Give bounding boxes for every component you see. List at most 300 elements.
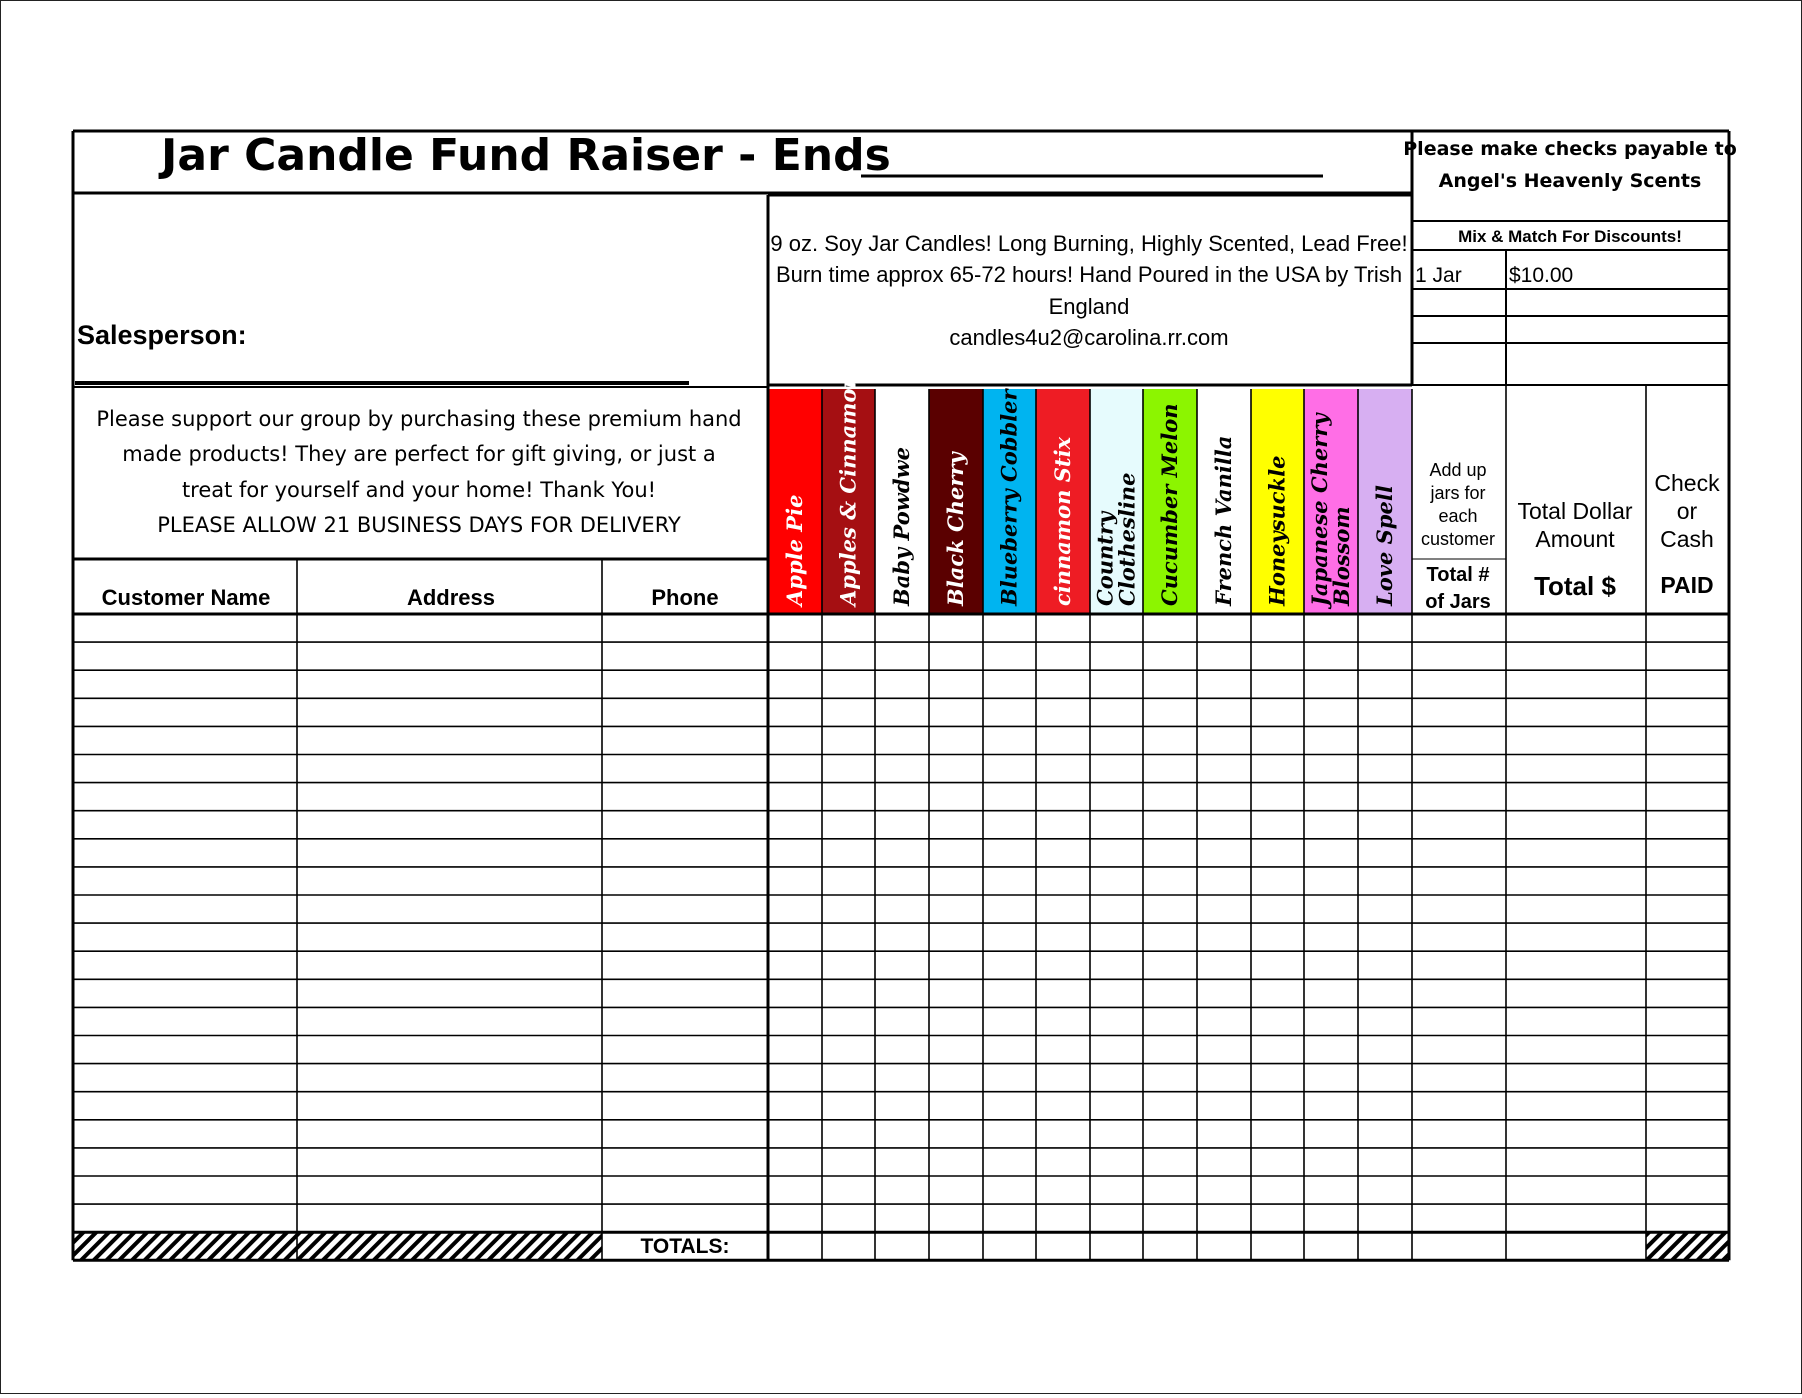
order-entry-cell[interactable] bbox=[297, 1204, 602, 1232]
order-entry-cell[interactable] bbox=[983, 895, 1036, 923]
order-entry-cell[interactable] bbox=[1090, 670, 1143, 698]
order-entry-cell[interactable] bbox=[1506, 923, 1646, 951]
order-entry-cell[interactable] bbox=[983, 839, 1036, 867]
order-entry-cell[interactable] bbox=[1412, 698, 1506, 726]
order-entry-cell[interactable] bbox=[929, 1064, 983, 1092]
order-entry-cell[interactable] bbox=[875, 1176, 929, 1204]
order-entry-cell[interactable] bbox=[1304, 698, 1358, 726]
order-entry-cell[interactable] bbox=[875, 614, 929, 642]
order-entry-cell[interactable] bbox=[1251, 670, 1304, 698]
order-entry-cell[interactable] bbox=[1036, 1036, 1090, 1064]
order-entry-cell[interactable] bbox=[768, 1204, 822, 1232]
order-entry-cell[interactable] bbox=[73, 1148, 297, 1176]
order-entry-cell[interactable] bbox=[875, 839, 929, 867]
order-entry-cell[interactable] bbox=[1090, 923, 1143, 951]
order-entry-cell[interactable] bbox=[768, 1092, 822, 1120]
order-entry-cell[interactable] bbox=[1090, 1204, 1143, 1232]
order-entry-cell[interactable] bbox=[1090, 1064, 1143, 1092]
order-entry-cell[interactable] bbox=[1143, 839, 1197, 867]
order-entry-cell[interactable] bbox=[929, 726, 983, 754]
order-entry-cell[interactable] bbox=[929, 979, 983, 1007]
order-entry-cell[interactable] bbox=[297, 755, 602, 783]
order-entry-cell[interactable] bbox=[1412, 1204, 1506, 1232]
order-entry-cell[interactable] bbox=[297, 614, 602, 642]
order-entry-cell[interactable] bbox=[822, 1148, 875, 1176]
totals-cell[interactable] bbox=[929, 1232, 983, 1260]
order-entry-cell[interactable] bbox=[929, 1092, 983, 1120]
order-entry-cell[interactable] bbox=[297, 783, 602, 811]
order-entry-cell[interactable] bbox=[768, 979, 822, 1007]
order-entry-cell[interactable] bbox=[875, 1120, 929, 1148]
order-entry-cell[interactable] bbox=[602, 923, 768, 951]
order-entry-cell[interactable] bbox=[1646, 783, 1729, 811]
order-entry-cell[interactable] bbox=[1304, 726, 1358, 754]
order-entry-cell[interactable] bbox=[1412, 1148, 1506, 1176]
order-entry-cell[interactable] bbox=[768, 642, 822, 670]
order-entry-cell[interactable] bbox=[1412, 895, 1506, 923]
order-entry-cell[interactable] bbox=[822, 1036, 875, 1064]
order-entry-cell[interactable] bbox=[983, 698, 1036, 726]
order-entry-cell[interactable] bbox=[822, 811, 875, 839]
order-entry-cell[interactable] bbox=[875, 1148, 929, 1176]
order-entry-cell[interactable] bbox=[1304, 811, 1358, 839]
order-entry-cell[interactable] bbox=[983, 670, 1036, 698]
order-entry-cell[interactable] bbox=[875, 783, 929, 811]
order-entry-cell[interactable] bbox=[1506, 895, 1646, 923]
order-entry-cell[interactable] bbox=[297, 923, 602, 951]
order-entry-cell[interactable] bbox=[983, 951, 1036, 979]
order-entry-cell[interactable] bbox=[73, 1092, 297, 1120]
order-entry-cell[interactable] bbox=[983, 642, 1036, 670]
order-entry-cell[interactable] bbox=[1197, 755, 1251, 783]
order-entry-cell[interactable] bbox=[1646, 670, 1729, 698]
order-entry-cell[interactable] bbox=[1197, 1064, 1251, 1092]
order-entry-cell[interactable] bbox=[1197, 895, 1251, 923]
order-entry-cell[interactable] bbox=[1304, 642, 1358, 670]
order-entry-cell[interactable] bbox=[1506, 1204, 1646, 1232]
order-entry-cell[interactable] bbox=[1090, 1148, 1143, 1176]
order-entry-cell[interactable] bbox=[1358, 614, 1412, 642]
order-entry-cell[interactable] bbox=[1412, 951, 1506, 979]
order-entry-cell[interactable] bbox=[1036, 670, 1090, 698]
order-entry-cell[interactable] bbox=[768, 1064, 822, 1092]
order-entry-cell[interactable] bbox=[822, 923, 875, 951]
totals-cell[interactable] bbox=[1358, 1232, 1412, 1260]
order-entry-cell[interactable] bbox=[1506, 783, 1646, 811]
order-entry-cell[interactable] bbox=[1036, 951, 1090, 979]
order-entry-cell[interactable] bbox=[1197, 839, 1251, 867]
order-entry-cell[interactable] bbox=[1304, 1036, 1358, 1064]
order-entry-cell[interactable] bbox=[983, 755, 1036, 783]
order-entry-cell[interactable] bbox=[1143, 755, 1197, 783]
order-entry-cell[interactable] bbox=[1358, 642, 1412, 670]
order-entry-cell[interactable] bbox=[768, 698, 822, 726]
order-entry-cell[interactable] bbox=[1197, 1120, 1251, 1148]
order-entry-cell[interactable] bbox=[1090, 1007, 1143, 1035]
order-entry-cell[interactable] bbox=[1358, 783, 1412, 811]
order-entry-cell[interactable] bbox=[1036, 1120, 1090, 1148]
order-entry-cell[interactable] bbox=[602, 783, 768, 811]
order-entry-cell[interactable] bbox=[1304, 1064, 1358, 1092]
order-entry-cell[interactable] bbox=[1304, 1092, 1358, 1120]
order-entry-cell[interactable] bbox=[297, 839, 602, 867]
order-entry-cell[interactable] bbox=[1251, 783, 1304, 811]
order-entry-cell[interactable] bbox=[1251, 614, 1304, 642]
order-entry-cell[interactable] bbox=[1412, 1007, 1506, 1035]
order-entry-cell[interactable] bbox=[1358, 670, 1412, 698]
order-entry-cell[interactable] bbox=[1506, 1092, 1646, 1120]
order-entry-cell[interactable] bbox=[1646, 614, 1729, 642]
order-entry-cell[interactable] bbox=[602, 1007, 768, 1035]
totals-cell[interactable] bbox=[1506, 1232, 1646, 1260]
order-entry-cell[interactable] bbox=[822, 614, 875, 642]
order-entry-cell[interactable] bbox=[1036, 867, 1090, 895]
order-entry-cell[interactable] bbox=[1197, 923, 1251, 951]
order-entry-cell[interactable] bbox=[1251, 1092, 1304, 1120]
order-entry-cell[interactable] bbox=[822, 670, 875, 698]
order-entry-cell[interactable] bbox=[1197, 783, 1251, 811]
order-entry-cell[interactable] bbox=[1506, 670, 1646, 698]
order-entry-cell[interactable] bbox=[73, 811, 297, 839]
order-entry-cell[interactable] bbox=[73, 979, 297, 1007]
order-entry-cell[interactable] bbox=[983, 1204, 1036, 1232]
order-entry-cell[interactable] bbox=[1506, 811, 1646, 839]
order-entry-cell[interactable] bbox=[602, 1176, 768, 1204]
order-entry-cell[interactable] bbox=[1090, 811, 1143, 839]
order-entry-cell[interactable] bbox=[929, 951, 983, 979]
order-entry-cell[interactable] bbox=[1251, 1064, 1304, 1092]
order-entry-cell[interactable] bbox=[297, 811, 602, 839]
order-entry-cell[interactable] bbox=[929, 867, 983, 895]
order-entry-cell[interactable] bbox=[875, 1007, 929, 1035]
order-entry-cell[interactable] bbox=[1036, 923, 1090, 951]
order-entry-cell[interactable] bbox=[1412, 1176, 1506, 1204]
order-entry-cell[interactable] bbox=[1143, 1092, 1197, 1120]
order-entry-cell[interactable] bbox=[73, 895, 297, 923]
order-entry-cell[interactable] bbox=[602, 755, 768, 783]
order-entry-cell[interactable] bbox=[1090, 867, 1143, 895]
order-entry-cells[interactable] bbox=[73, 614, 1729, 1260]
order-entry-cell[interactable] bbox=[1143, 923, 1197, 951]
order-entry-cell[interactable] bbox=[1197, 951, 1251, 979]
order-entry-cell[interactable] bbox=[297, 951, 602, 979]
order-entry-cell[interactable] bbox=[1358, 726, 1412, 754]
order-entry-cell[interactable] bbox=[1197, 867, 1251, 895]
order-entry-cell[interactable] bbox=[73, 1036, 297, 1064]
order-entry-cell[interactable] bbox=[875, 951, 929, 979]
order-entry-cell[interactable] bbox=[983, 1148, 1036, 1176]
order-entry-cell[interactable] bbox=[983, 811, 1036, 839]
order-entry-cell[interactable] bbox=[1506, 867, 1646, 895]
order-entry-cell[interactable] bbox=[73, 698, 297, 726]
order-entry-cell[interactable] bbox=[822, 951, 875, 979]
order-entry-cell[interactable] bbox=[768, 1176, 822, 1204]
order-entry-cell[interactable] bbox=[1251, 1148, 1304, 1176]
order-entry-cell[interactable] bbox=[1143, 1176, 1197, 1204]
order-entry-cell[interactable] bbox=[768, 614, 822, 642]
totals-cell[interactable] bbox=[768, 1232, 822, 1260]
order-entry-cell[interactable] bbox=[1036, 1148, 1090, 1176]
order-entry-cell[interactable] bbox=[1036, 811, 1090, 839]
order-entry-cell[interactable] bbox=[929, 614, 983, 642]
order-entry-cell[interactable] bbox=[1143, 1064, 1197, 1092]
order-entry-cell[interactable] bbox=[1036, 839, 1090, 867]
order-entry-cell[interactable] bbox=[1251, 1176, 1304, 1204]
order-entry-cell[interactable] bbox=[602, 811, 768, 839]
order-entry-cell[interactable] bbox=[983, 1036, 1036, 1064]
order-entry-cell[interactable] bbox=[822, 979, 875, 1007]
totals-cell[interactable] bbox=[983, 1232, 1036, 1260]
order-entry-cell[interactable] bbox=[929, 811, 983, 839]
order-entry-cell[interactable] bbox=[1358, 1036, 1412, 1064]
order-entry-cell[interactable] bbox=[983, 726, 1036, 754]
order-entry-cell[interactable] bbox=[929, 1148, 983, 1176]
order-entry-cell[interactable] bbox=[875, 811, 929, 839]
order-entry-cell[interactable] bbox=[1197, 698, 1251, 726]
order-entry-cell[interactable] bbox=[768, 1007, 822, 1035]
order-entry-cell[interactable] bbox=[1143, 642, 1197, 670]
order-entry-cell[interactable] bbox=[1506, 726, 1646, 754]
order-entry-cell[interactable] bbox=[822, 1204, 875, 1232]
order-entry-cell[interactable] bbox=[1304, 755, 1358, 783]
order-entry-cell[interactable] bbox=[1251, 811, 1304, 839]
order-entry-cell[interactable] bbox=[1412, 783, 1506, 811]
order-entry-cell[interactable] bbox=[875, 755, 929, 783]
order-entry-cell[interactable] bbox=[1412, 755, 1506, 783]
order-entry-cell[interactable] bbox=[1304, 951, 1358, 979]
order-entry-cell[interactable] bbox=[73, 614, 297, 642]
order-entry-cell[interactable] bbox=[73, 839, 297, 867]
order-entry-cell[interactable] bbox=[929, 755, 983, 783]
order-entry-cell[interactable] bbox=[1197, 1204, 1251, 1232]
order-entry-cell[interactable] bbox=[602, 698, 768, 726]
order-entry-cell[interactable] bbox=[1143, 726, 1197, 754]
order-entry-cell[interactable] bbox=[1646, 1092, 1729, 1120]
order-entry-cell[interactable] bbox=[1646, 1064, 1729, 1092]
order-entry-cell[interactable] bbox=[768, 1036, 822, 1064]
order-entry-cell[interactable] bbox=[1358, 1204, 1412, 1232]
order-entry-cell[interactable] bbox=[1251, 839, 1304, 867]
order-entry-cell[interactable] bbox=[929, 1176, 983, 1204]
order-entry-cell[interactable] bbox=[1251, 979, 1304, 1007]
order-entry-cell[interactable] bbox=[73, 867, 297, 895]
totals-cell[interactable] bbox=[1304, 1232, 1358, 1260]
order-entry-cell[interactable] bbox=[875, 1204, 929, 1232]
order-entry-cell[interactable] bbox=[1036, 783, 1090, 811]
order-entry-cell[interactable] bbox=[768, 1148, 822, 1176]
order-entry-cell[interactable] bbox=[1412, 614, 1506, 642]
order-entry-cell[interactable] bbox=[768, 951, 822, 979]
order-entry-cell[interactable] bbox=[73, 670, 297, 698]
order-entry-cell[interactable] bbox=[1358, 1092, 1412, 1120]
order-entry-cell[interactable] bbox=[602, 1148, 768, 1176]
order-entry-cell[interactable] bbox=[983, 1120, 1036, 1148]
order-entry-cell[interactable] bbox=[1197, 1092, 1251, 1120]
order-entry-cell[interactable] bbox=[822, 1007, 875, 1035]
order-entry-cell[interactable] bbox=[929, 783, 983, 811]
order-entry-cell[interactable] bbox=[73, 642, 297, 670]
order-entry-cell[interactable] bbox=[297, 1092, 602, 1120]
totals-cell[interactable] bbox=[1251, 1232, 1304, 1260]
order-entry-cell[interactable] bbox=[1506, 951, 1646, 979]
order-entry-cell[interactable] bbox=[1090, 783, 1143, 811]
order-entry-cell[interactable] bbox=[73, 755, 297, 783]
order-entry-cell[interactable] bbox=[1197, 979, 1251, 1007]
order-entry-cell[interactable] bbox=[929, 1204, 983, 1232]
order-entry-cell[interactable] bbox=[1304, 1120, 1358, 1148]
totals-cell[interactable] bbox=[1197, 1232, 1251, 1260]
order-entry-cell[interactable] bbox=[1090, 698, 1143, 726]
order-entry-cell[interactable] bbox=[1646, 755, 1729, 783]
order-entry-cell[interactable] bbox=[1358, 1176, 1412, 1204]
order-entry-cell[interactable] bbox=[1412, 1092, 1506, 1120]
order-entry-cell[interactable] bbox=[1304, 1007, 1358, 1035]
order-entry-cell[interactable] bbox=[1143, 1204, 1197, 1232]
order-entry-cell[interactable] bbox=[602, 670, 768, 698]
order-entry-cell[interactable] bbox=[1251, 951, 1304, 979]
order-entry-cell[interactable] bbox=[602, 726, 768, 754]
order-entry-cell[interactable] bbox=[1090, 1092, 1143, 1120]
order-entry-cell[interactable] bbox=[1646, 642, 1729, 670]
order-entry-cell[interactable] bbox=[297, 1120, 602, 1148]
order-entry-cell[interactable] bbox=[768, 670, 822, 698]
order-entry-cell[interactable] bbox=[1646, 1036, 1729, 1064]
order-entry-cell[interactable] bbox=[602, 979, 768, 1007]
order-entry-cell[interactable] bbox=[1197, 642, 1251, 670]
order-entry-cell[interactable] bbox=[1412, 1120, 1506, 1148]
order-entry-cell[interactable] bbox=[297, 670, 602, 698]
order-entry-cell[interactable] bbox=[1412, 923, 1506, 951]
order-entry-cell[interactable] bbox=[768, 783, 822, 811]
order-entry-cell[interactable] bbox=[1197, 1148, 1251, 1176]
order-entry-cell[interactable] bbox=[1036, 1176, 1090, 1204]
order-entry-cell[interactable] bbox=[768, 923, 822, 951]
order-entry-cell[interactable] bbox=[602, 951, 768, 979]
order-entry-cell[interactable] bbox=[1506, 642, 1646, 670]
order-entry-cell[interactable] bbox=[875, 1036, 929, 1064]
order-entry-cell[interactable] bbox=[1506, 979, 1646, 1007]
order-entry-cell[interactable] bbox=[1412, 726, 1506, 754]
order-entry-cell[interactable] bbox=[1646, 1007, 1729, 1035]
order-entry-cell[interactable] bbox=[1358, 1148, 1412, 1176]
order-entry-cell[interactable] bbox=[602, 895, 768, 923]
order-entry-cell[interactable] bbox=[1197, 1036, 1251, 1064]
order-entry-cell[interactable] bbox=[1304, 1176, 1358, 1204]
order-entry-cell[interactable] bbox=[929, 1036, 983, 1064]
order-entry-cell[interactable] bbox=[1304, 839, 1358, 867]
order-entry-cell[interactable] bbox=[1358, 895, 1412, 923]
order-entry-cell[interactable] bbox=[1646, 726, 1729, 754]
order-entry-cell[interactable] bbox=[1090, 839, 1143, 867]
order-entry-cell[interactable] bbox=[875, 726, 929, 754]
order-entry-cell[interactable] bbox=[297, 1148, 602, 1176]
order-entry-cell[interactable] bbox=[875, 923, 929, 951]
order-entry-cell[interactable] bbox=[1036, 642, 1090, 670]
order-entry-cell[interactable] bbox=[1251, 923, 1304, 951]
totals-cell[interactable] bbox=[1036, 1232, 1090, 1260]
order-entry-cell[interactable] bbox=[1143, 1036, 1197, 1064]
order-entry-cell[interactable] bbox=[1036, 979, 1090, 1007]
order-entry-cell[interactable] bbox=[875, 1092, 929, 1120]
order-entry-cell[interactable] bbox=[822, 642, 875, 670]
order-entry-cell[interactable] bbox=[1506, 1007, 1646, 1035]
order-entry-cell[interactable] bbox=[822, 726, 875, 754]
order-entry-cell[interactable] bbox=[73, 1007, 297, 1035]
order-entry-cell[interactable] bbox=[1304, 670, 1358, 698]
order-entry-cell[interactable] bbox=[822, 895, 875, 923]
order-entry-cell[interactable] bbox=[983, 1064, 1036, 1092]
order-entry-cell[interactable] bbox=[1506, 1148, 1646, 1176]
order-entry-cell[interactable] bbox=[1412, 867, 1506, 895]
order-entry-cell[interactable] bbox=[1358, 867, 1412, 895]
order-entry-cell[interactable] bbox=[602, 839, 768, 867]
order-entry-cell[interactable] bbox=[1358, 1120, 1412, 1148]
order-entry-cell[interactable] bbox=[1036, 1064, 1090, 1092]
totals-cell[interactable] bbox=[822, 1232, 875, 1260]
order-entry-cell[interactable] bbox=[1358, 1007, 1412, 1035]
order-entry-cell[interactable] bbox=[875, 867, 929, 895]
order-entry-cell[interactable] bbox=[1358, 1064, 1412, 1092]
order-entry-cell[interactable] bbox=[1090, 755, 1143, 783]
order-entry-cell[interactable] bbox=[822, 867, 875, 895]
order-entry-cell[interactable] bbox=[1251, 1036, 1304, 1064]
order-entry-cell[interactable] bbox=[1506, 755, 1646, 783]
order-entry-cell[interactable] bbox=[602, 1092, 768, 1120]
order-entry-cell[interactable] bbox=[1304, 1148, 1358, 1176]
order-entry-cell[interactable] bbox=[1358, 811, 1412, 839]
order-entry-cell[interactable] bbox=[1412, 1036, 1506, 1064]
order-entry-cell[interactable] bbox=[1304, 1204, 1358, 1232]
order-entry-cell[interactable] bbox=[602, 1120, 768, 1148]
order-entry-cell[interactable] bbox=[1304, 783, 1358, 811]
order-entry-cell[interactable] bbox=[875, 979, 929, 1007]
order-entry-cell[interactable] bbox=[929, 670, 983, 698]
order-entry-cell[interactable] bbox=[1506, 1036, 1646, 1064]
totals-cell[interactable] bbox=[1412, 1232, 1506, 1260]
order-entry-cell[interactable] bbox=[1143, 670, 1197, 698]
order-entry-cell[interactable] bbox=[297, 1007, 602, 1035]
order-entry-cell[interactable] bbox=[1646, 1204, 1729, 1232]
order-entry-cell[interactable] bbox=[929, 923, 983, 951]
order-entry-cell[interactable] bbox=[1197, 1176, 1251, 1204]
order-entry-cell[interactable] bbox=[1143, 951, 1197, 979]
order-entry-cell[interactable] bbox=[1090, 1036, 1143, 1064]
order-entry-cell[interactable] bbox=[1143, 811, 1197, 839]
order-entry-cell[interactable] bbox=[929, 1007, 983, 1035]
totals-cell[interactable] bbox=[1090, 1232, 1143, 1260]
order-entry-cell[interactable] bbox=[297, 895, 602, 923]
order-entry-cell[interactable] bbox=[1197, 726, 1251, 754]
order-entry-cell[interactable] bbox=[822, 698, 875, 726]
order-entry-cell[interactable] bbox=[1036, 726, 1090, 754]
order-entry-cell[interactable] bbox=[297, 979, 602, 1007]
order-entry-cell[interactable] bbox=[1646, 811, 1729, 839]
order-entry-cell[interactable] bbox=[1036, 698, 1090, 726]
order-entry-cell[interactable] bbox=[1197, 614, 1251, 642]
order-entry-cell[interactable] bbox=[1412, 979, 1506, 1007]
order-entry-cell[interactable] bbox=[1197, 811, 1251, 839]
order-entry-cell[interactable] bbox=[1646, 698, 1729, 726]
order-entry-cell[interactable] bbox=[875, 670, 929, 698]
order-entry-cell[interactable] bbox=[73, 1176, 297, 1204]
order-entry-cell[interactable] bbox=[1506, 1064, 1646, 1092]
order-entry-cell[interactable] bbox=[602, 614, 768, 642]
order-entry-cell[interactable] bbox=[1646, 839, 1729, 867]
order-entry-cell[interactable] bbox=[1646, 1148, 1729, 1176]
order-entry-cell[interactable] bbox=[1251, 895, 1304, 923]
order-entry-cell[interactable] bbox=[1036, 895, 1090, 923]
order-entry-cell[interactable] bbox=[1090, 1176, 1143, 1204]
